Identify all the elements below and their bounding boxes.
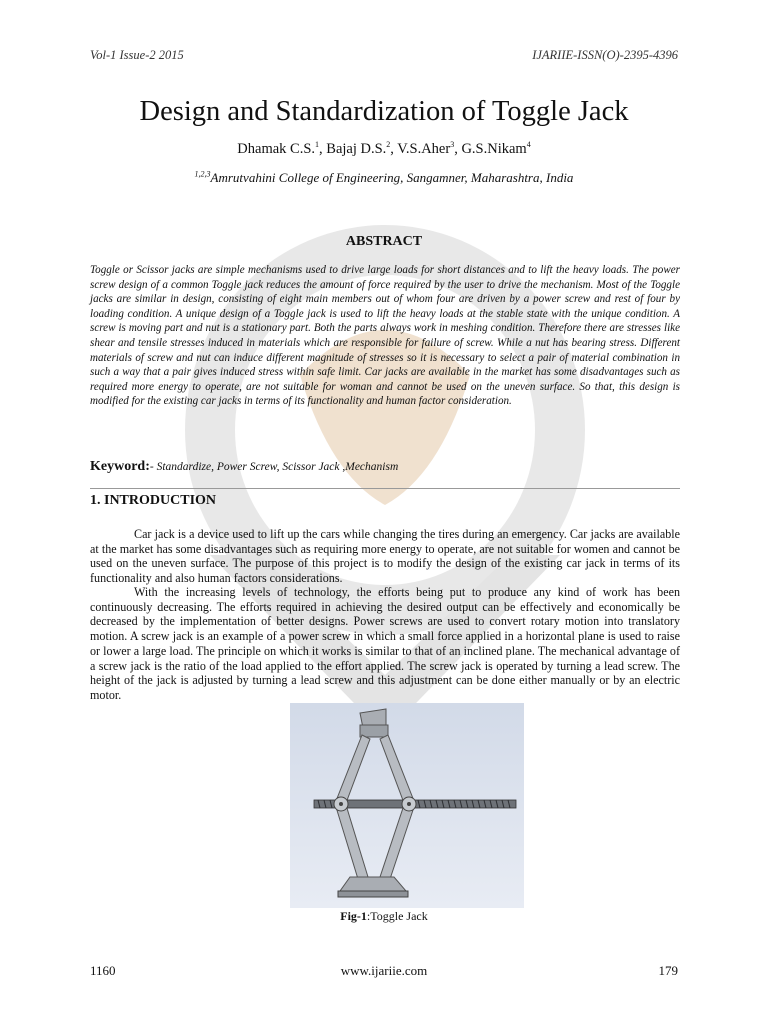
intro-paragraph-2: With the increasing levels of technology, the efforts being put to produce any kind of work has been continuously decreasing. The efforts required in achieving the desired output can be effectively and economically be decreased by the implementation of better designs. Power screws are used to convert rotary motion into translatory motion. A screw jack is an example of a power screw in which a small force applied in a horizontal plane is used to raise or lower a large load. The principle on which it works is similar to that of an inclined plane. The mechanical advantage of a screw jack is the ratio of the load applied to the effort applied. The screw jack is operated by turning a lead screw. The height of the jack is adjusted by turning a lead screw and this adjustment can be done either manually or by an electric motor. [90,585,680,702]
author-sup: 2 [386,140,391,150]
author-sup: 4 [526,140,531,150]
author-name: V.S.Aher [397,141,451,157]
author-name: Dhamak C.S. [237,141,316,157]
figure-toggle-jack [290,703,524,908]
toggle-jack-drawing [290,703,524,908]
header-volume: Vol-1 Issue-2 2015 [90,48,184,62]
footer-page-number: 179 [658,963,678,978]
paper-title: Design and Standardization of Toggle Jack [139,96,629,127]
figure-caption [0,909,768,924]
section-heading: 1. INTRODUCTION [90,493,217,508]
footer-website: www.ijariie.com [340,963,428,978]
affiliation-text: Amrutvahini College of Engineering, Sangamner, Maharashtra, India [210,170,574,185]
intro-paragraph-1: Car jack is a device used to lift up the cars while changing the tires during an emergency. Car jacks are available at the market has some disadvantages such as requiring more energy to operate, are not suitable for women and cannot be used on the uneven surface. The purpose of this project is to modify the design of the existing car jack in terms of its functionality and also human factors considerations. [90,527,680,586]
footer-left-number: 1160 [90,963,116,978]
keywords-label: Keyword: [90,459,150,474]
header-issn: IJARIIE-ISSN(O)-2395-4396 [532,48,678,62]
abstract-text: Toggle or Scissor jacks are simple mechanisms used to drive large loads for short distances and to lift the heavy loads. The power screw design of a common Toggle jack reduces the amount of force required by the user to drive the mechanism. Most of the Toggle jacks are similar in design, consisting of eight main members out of whom four are driven by a power screw and rest of four by loading condition. A unique design of a Toggle jack is used to lift the heavy loads at the stable state with the unique condition. A screw is moving part and nut is a stationary part. Both the parts always work in meshing condition. Therefore there are stresses like shear and tensile stresses induced in materials which are responsible for failure of screw. While a nut has bearing stress. Different materials of screw and nut can induce different magnitude of stresses so it is necessary to select a pair of material combination in such a way that a pair gives induced stress within safe limit. Car jacks are available in the market has some disadvantages such as required more energy to operate, are not suitable for woman and cannot be used on the uneven surface. So that, this design is modified for the existing car jacks in terms of its functionality and human factor consideration. [90,264,680,408]
figure-caption-text: :Toggle Jack [366,909,428,923]
keywords [90,459,398,475]
abstract-heading: ABSTRACT [345,234,423,249]
affiliation [0,170,768,186]
keywords-text: - Standardize, Power Screw, Scissor Jack ,Mechanism [149,461,399,473]
figure-label: Fig-1 [340,909,367,923]
author-sup: 3 [450,140,455,150]
author-name: Bajaj D.S. [326,141,387,157]
affiliation-sup: 1,2,3 [194,169,211,179]
author-list: Dhamak C.S.$^1$, Bajaj D.S.$^2$, V.S.Aher$^3$, G.S.Nikam$^4$ [237,140,531,157]
section-divider [90,488,680,489]
author-name: G.S.Nikam [461,141,527,157]
author-sup: 1 [315,140,320,150]
